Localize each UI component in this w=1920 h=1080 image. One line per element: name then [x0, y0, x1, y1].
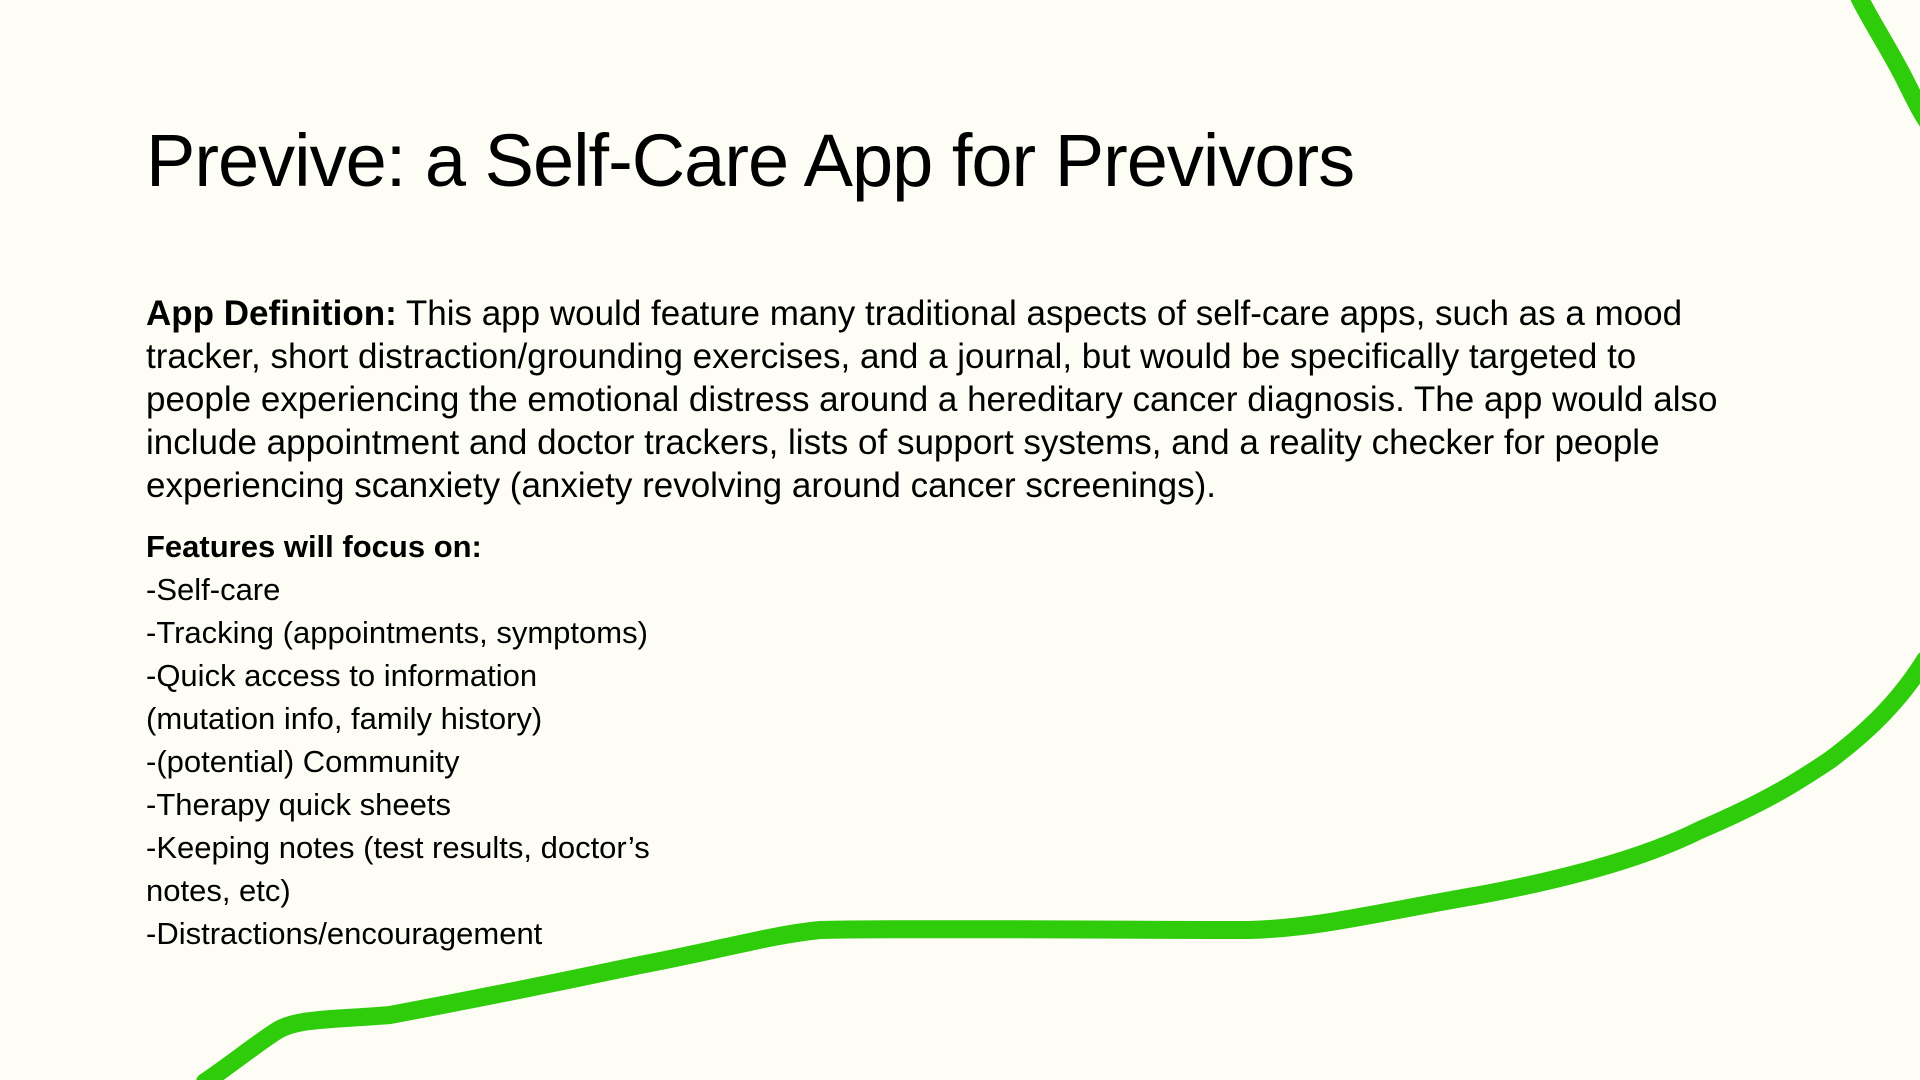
feature-list — [146, 568, 706, 955]
feature-item: notes, etc) — [146, 873, 291, 908]
app-definition-label: App Definition: — [146, 294, 397, 333]
feature-item: (mutation info, family history) — [146, 701, 543, 736]
feature-item: -Keeping notes (test results, doctor’s — [146, 830, 650, 865]
feature-item: -Therapy quick sheets — [146, 787, 451, 822]
app-definition-text: This app would feature many traditional aspects of self-care apps, such as a mood tracker, short distraction/grounding exercises, and a journal, but would be specifically targeted to people experiencing the emotional distress around a hereditary cancer diagnosis. The app would also include appointment and doctor trackers, lists of support systems, and a reality checker for people experiencing scanxiety (anxiety revolving around cancer screenings). — [146, 294, 1718, 505]
feature-item: -Tracking (appointments, symptoms) — [146, 615, 648, 650]
feature-item: -Distractions/encouragement — [146, 916, 543, 951]
feature-item: -Quick access to information — [146, 658, 538, 693]
green-curve-top-right — [1858, 0, 1920, 125]
app-definition-paragraph — [146, 292, 1746, 507]
slide-content — [146, 292, 1746, 955]
feature-item: -(potential) Community — [146, 744, 460, 779]
slide-title: Previve: a Self-Care App for Previvors — [146, 119, 1355, 202]
features-heading: Features will focus on: — [146, 529, 482, 564]
feature-item: -Self-care — [146, 572, 281, 607]
